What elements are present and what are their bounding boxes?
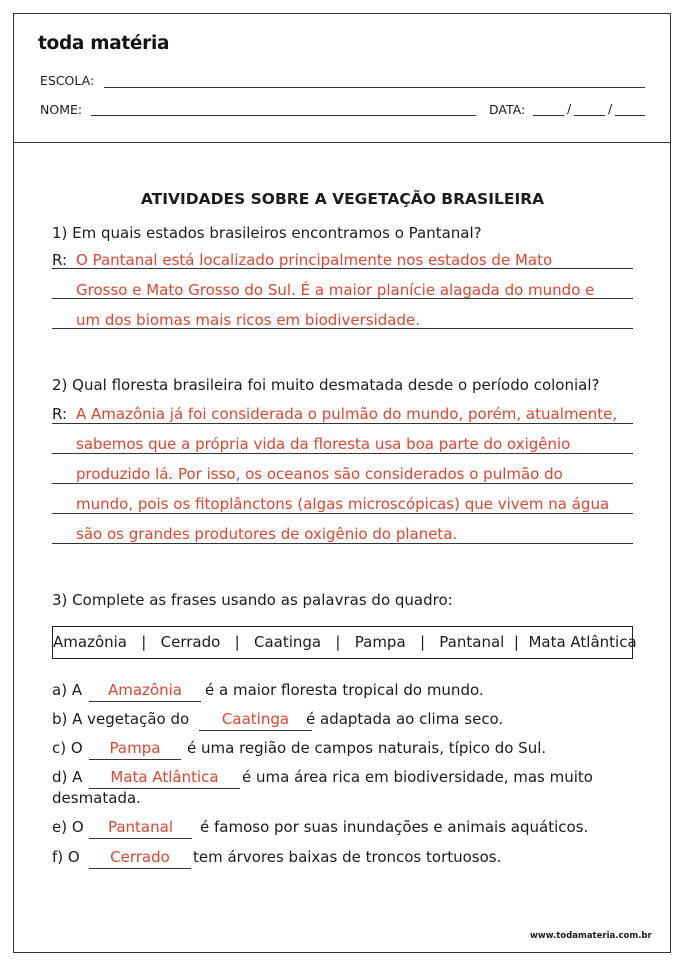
fill-item-d-suffix-continued: desmatada. [52, 789, 141, 807]
answer-line [52, 298, 633, 299]
fill-item-f-suffix: tem árvores baixas de troncos tortuosos. [193, 848, 502, 866]
fill-item-a-suffix: é a maior floresta tropical do mundo. [205, 681, 484, 699]
fill-item-c-suffix: é uma região de campos naturais, típico do Sul. [187, 739, 547, 757]
question-2: 2) Qual floresta brasileira foi muito desmatada desde o período colonial? [52, 376, 600, 394]
footer-url[interactable]: www.todamateria.com.br [530, 931, 652, 941]
answer-line [52, 453, 633, 454]
answer-prefix: R: [52, 405, 68, 423]
answer-2-line-5: são os grandes produtores de oxigênio do planeta. [76, 525, 458, 543]
data-label: DATA: [489, 102, 526, 117]
fill-item-b-prefix: b) A vegetação do [52, 710, 190, 728]
fill-blank-c[interactable]: Pampa [89, 738, 181, 760]
fill-item-d-prefix: d) A [52, 768, 83, 786]
answer-1-line-3: um dos biomas mais ricos em biodiversidade. [76, 311, 420, 329]
escola-line[interactable] [104, 87, 645, 88]
fill-blank-b[interactable]: Caatinga [199, 709, 312, 731]
nome-label: NOME: [40, 102, 83, 117]
answer-line [52, 268, 633, 269]
fill-item-e-suffix: é famoso por suas inundações e animais aquáticos. [200, 818, 589, 836]
header-divider [13, 142, 671, 143]
answer-line [52, 513, 633, 514]
answer-1-line-1: O Pantanal está localizado principalmente nos estados de Mato [76, 251, 553, 269]
fill-item-f-prefix: f) O [52, 848, 80, 866]
fill-blank-d[interactable]: Mata Atlântica [89, 767, 240, 789]
answer-2-line-4: mundo, pois os fitoplânctons (algas microscópicas) que vivem na água [76, 495, 610, 513]
fill-item-a-prefix: a) A [52, 681, 83, 699]
answer-2-line-2: sabemos que a própria vida da floresta usa boa parte do oxigênio [76, 435, 571, 453]
escola-label: ESCOLA: [40, 73, 95, 88]
answer-line [52, 423, 633, 424]
answer-1-line-2: Grosso e Mato Grosso do Sul. É a maior planície alagada do mundo e [76, 281, 595, 299]
logo: toda matéria [38, 33, 170, 54]
fill-item-b-suffix: é adaptada ao clima seco. [306, 710, 504, 728]
answer-prefix: R: [52, 251, 68, 269]
question-3: 3) Complete as frases usando as palavras do quadro: [52, 591, 453, 609]
date-day-line[interactable] [533, 115, 564, 116]
word-bank-box: Amazônia | Cerrado | Caatinga | Pampa | Pantanal | Mata Atlântica [52, 626, 633, 659]
fill-blank-e[interactable]: Pantanal [89, 817, 192, 839]
worksheet-title: ATIVIDADES SOBRE A VEGETAÇÃO BRASILEIRA [140, 190, 545, 208]
date-separator: / [567, 101, 572, 116]
date-year-line[interactable] [615, 115, 645, 116]
fill-blank-a[interactable]: Amazônia [89, 680, 201, 702]
fill-blank-f[interactable]: Cerrado [89, 847, 191, 869]
answer-2-line-1: A Amazônia já foi considerada o pulmão do mundo, porém, atualmente, [76, 405, 618, 423]
fill-item-c-prefix: c) O [52, 739, 83, 757]
question-1: 1) Em quais estados brasileiros encontramos o Pantanal? [52, 224, 482, 242]
fill-item-d-suffix: é uma área rica em biodiversidade, mas muito [242, 768, 593, 786]
answer-2-line-3: produzido lá. Por isso, os oceanos são considerados o pulmão do [76, 465, 563, 483]
answer-line [52, 328, 633, 329]
date-month-line[interactable] [574, 115, 605, 116]
answer-line [52, 483, 633, 484]
date-separator: / [608, 101, 613, 116]
nome-line[interactable] [91, 115, 476, 116]
answer-line [52, 543, 633, 544]
fill-item-e-prefix: e) O [52, 818, 84, 836]
